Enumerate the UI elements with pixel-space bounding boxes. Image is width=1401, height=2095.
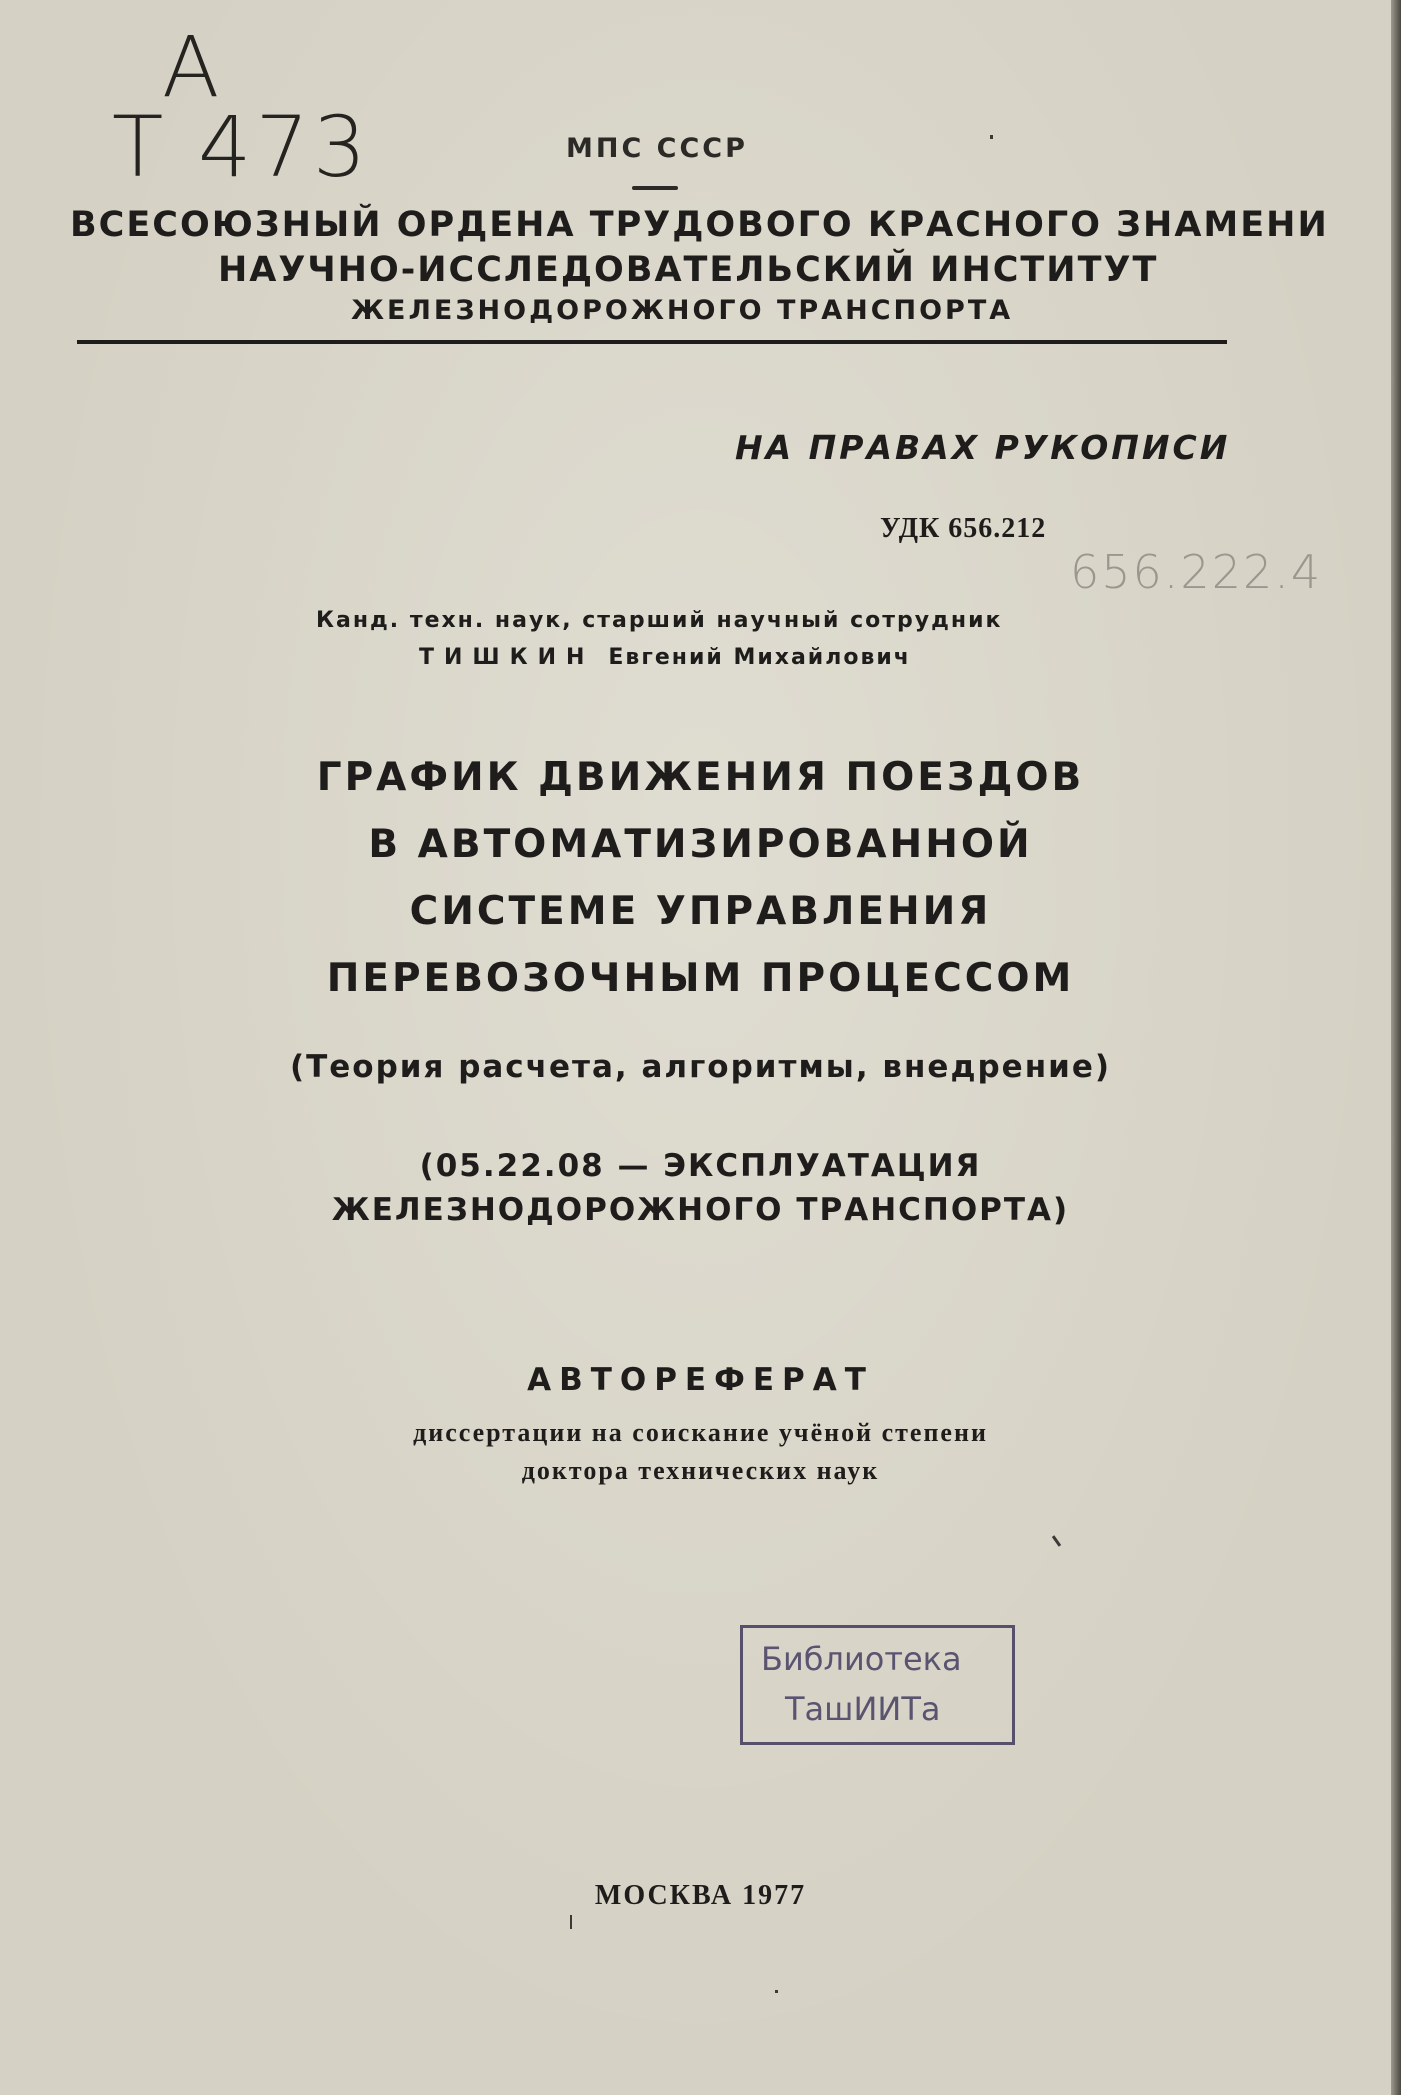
- rights-note: НА ПРАВАХ РУКОПИСИ: [735, 428, 1231, 467]
- title-line-3: СИСТЕМЕ УПРАВЛЕНИЯ: [409, 889, 992, 934]
- abstract-description-1: диссертации на соискание учёной степени: [413, 1418, 988, 1447]
- title-line-1: ГРАФИК ДВИЖЕНИЯ ПОЕЗДОВ: [316, 755, 1085, 800]
- handwritten-cipher-letter: А: [162, 18, 220, 116]
- specialty-line-2: ЖЕЛЕЗНОДОРОЖНОГО ТРАНСПОРТА): [331, 1192, 1070, 1228]
- institute-line-1: ВСЕСОЮЗНЫЙ ОРДЕНА ТРУДОВОГО КРАСНОГО ЗНАМЕНИ: [70, 205, 1329, 245]
- udk-code: УДК 656.212: [880, 513, 1047, 544]
- abstract-description-2: доктора технических наук: [521, 1456, 880, 1485]
- handwritten-cipher-number: Т 473: [112, 98, 371, 196]
- page-edge-shadow: [1391, 0, 1401, 2095]
- ministry-label: МПС СССР: [566, 133, 748, 164]
- author-given-names: Евгений Михайлович: [608, 645, 911, 670]
- institute-line-3: ЖЕЛЕЗНОДОРОЖНОГО ТРАНСПОРТА: [351, 295, 1014, 326]
- author-surname: ТИШКИН: [419, 645, 595, 670]
- title-line-4: ПЕРЕВОЗОЧНЫМ ПРОЦЕССОМ: [326, 956, 1075, 1001]
- stamp-line-1: Библиотека: [761, 1640, 962, 1678]
- specialty-line-1: (05.22.08 — ЭКСПЛУАТАЦИЯ: [419, 1148, 982, 1184]
- paper-speck: [570, 1915, 572, 1929]
- author-name: [419, 645, 911, 670]
- stamp-line-2: ТашИИТа: [785, 1690, 941, 1728]
- header-rule: [77, 340, 1227, 344]
- institute-line-2: НАУЧНО-ИССЛЕДОВАТЕЛЬСКИЙ ИНСТИТУТ: [218, 250, 1159, 290]
- paper-speck: [1052, 1535, 1061, 1547]
- paper-speck: [990, 135, 993, 139]
- ornament-dash: [632, 186, 678, 190]
- abstract-heading: АВТОРЕФЕРАТ: [527, 1362, 874, 1398]
- imprint-city-year: МОСКВА 1977: [594, 1880, 807, 1911]
- title-line-2: В АВТОМАТИЗИРОВАННОЙ: [368, 822, 1033, 867]
- author-credentials: Канд. техн. наук, старший научный сотрудник: [316, 608, 1003, 633]
- library-stamp: [740, 1625, 1015, 1745]
- pencil-annotation: 656.222.4: [1070, 545, 1323, 599]
- paper-speck: [775, 1990, 778, 1993]
- title-subtitle: (Теория расчета, алгоритмы, внедрение): [289, 1049, 1112, 1085]
